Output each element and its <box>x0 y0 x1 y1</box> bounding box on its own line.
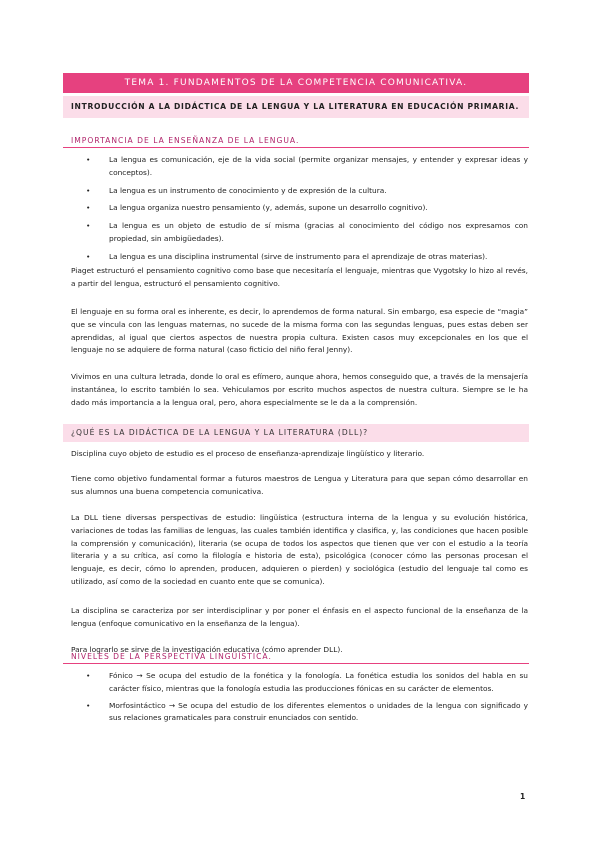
paragraph: La disciplina se caracteriza por ser interdisciplinar y por poner el énfasis en el aspecto funcional de la enseñanza de la lengua (enfoque comunicativo en la enseñanza de la lengua). <box>71 606 528 628</box>
bullet-icon: • <box>86 700 91 710</box>
paragraph: Tiene como objetivo fundamental formar a futuros maestros de Lengua y Literatura para que sepan cómo desarrollar en sus alumnos una buena competencia comunicativa. <box>71 474 528 496</box>
paragraph: El lenguaje en su forma oral es inherente, es decir, lo aprendemos de forma natural. Sin embargo, esa especie de “magia” que se vincula con las lenguas maternas, no sucede de la misma forma con las segundas lenguas, pues estas deben ser aprendidas, al igual que ciertos aspectos de nuestra propia cultura. Existen casos muy excepcionales en los que el lenguaje no se adquiere de forma natural (caso ficticio del niño feral Jenny). <box>71 307 528 355</box>
bullet-icon: • <box>86 671 91 680</box>
list-item: • La lengua es comunicación, eje de la vida social (permite organizar mensajes, y entender y expresar ideas y conceptos). <box>86 155 528 177</box>
list-item: • Morfosintáctico → Se ocupa del estudio de los diferentes elementos o unidades de la lengua con significado y sus relaciones gramaticales para construir enunciados con sentido. <box>86 700 528 723</box>
bullet-list-importancia <box>86 154 528 264</box>
page-number: 1 <box>520 792 526 801</box>
list-item: • La lengua organiza nuestro pensamiento (y, además, supone un desarrollo cognitivo). <box>86 202 528 215</box>
section-heading-importancia: IMPORTANCIA DE LA ENSEÑANZA DE LA LENGUA. <box>63 134 529 148</box>
page-title: TEMA 1. FUNDAMENTOS DE LA COMPETENCIA COMUNICATIVA. <box>63 73 529 93</box>
bullet-icon: • <box>86 221 91 231</box>
paragraph: Para lograrlo se sirve de la investigación educativa (cómo aprender DLL). <box>71 645 343 654</box>
page-subtitle: INTRODUCCIÓN A LA DIDÁCTICA DE LA LENGUA Y LA LITERATURA EN EDUCACIÓN PRIMARIA. <box>63 96 529 118</box>
paragraph: La DLL tiene diversas perspectivas de estudio: lingüística (estructura interna de la lengua y su evolución histórica, variaciones de todas las familias de lenguas, las cuales también identifica y clasifica, y, las condiciones que hacen posible la comprensión y comunicación), literaria (se ocupa de todos los aspectos que tienen que ver con el estudio a la teoría literaria y a su crítica, así como la filología e historia de esta), psicológica (conocer cómo las personas procesan el lenguaje, es decir, cómo lo aprenden, producen, adquieren o pierden) y sociológica (estudio del lenguaje tal como es utilizado, así como de la sociedad en cuanto ente que se comunica). <box>71 513 528 586</box>
list-item: • La lengua es una disciplina instrumental (sirve de instrumento para el aprendizaje de otras materias). <box>86 251 528 264</box>
section-heading-niveles: NIVELES DE LA PERSPECTIVA LINGÜÍSTICA. <box>63 650 529 664</box>
paragraph: Disciplina cuyo objeto de estudio es el proceso de enseñanza-aprendizaje lingüístico y literario. <box>71 449 425 458</box>
list-item: • Fónico → Se ocupa del estudio de la fonética y la fonología. La fonética estudia los sonidos del habla en su carácter físico, mientras que la fonología estudia las producciones fónicas en su carácter de elementos. <box>86 671 528 693</box>
list-item: • La lengua es un instrumento de conocimiento y de expresión de la cultura. <box>86 185 528 198</box>
section-heading-que-es: ¿QUÉ ES LA DIDÁCTICA DE LA LENGUA Y LA LITERATURA (DLL)? <box>63 424 529 442</box>
bullet-icon: • <box>86 155 91 164</box>
list-item: • La lengua es un objeto de estudio de sí misma (gracias al conocimiento del código nos expresamos con propiedad, sin ambigüedades). <box>86 221 528 243</box>
bullet-icon: • <box>86 251 91 261</box>
bullet-icon: • <box>86 203 91 213</box>
paragraph: Piaget estructuró el pensamiento cognitivo como base que necesitaría el lenguaje, mientras que Vygotsky lo hizo al revés, a partir del lengua, estructuró el pensamiento cognitivo. <box>71 266 528 288</box>
bullet-icon: • <box>86 185 91 195</box>
paragraph: Vivimos en una cultura letrada, donde lo oral es efímero, aunque ahora, hemos conseguido que, a través de la mensajería instantánea, lo escrito también lo sea. Vehiculamos por escrito muchos aspectos de nuestra cultura. Siempre se le ha dado más importancia a la lengua oral, pero, ahora especialmente se le da a la comprensión. <box>71 372 528 407</box>
bullet-list-niveles <box>86 670 528 725</box>
